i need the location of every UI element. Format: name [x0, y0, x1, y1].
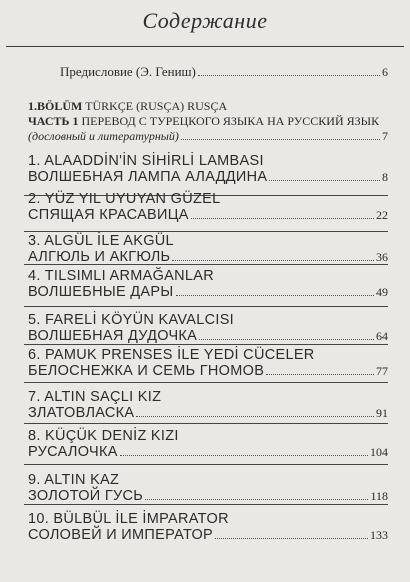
dot-leader	[198, 75, 380, 76]
dot-leader	[215, 538, 368, 539]
entry-title-tr: 8. KÜÇÜK DENİZ KIZI	[28, 428, 179, 444]
entry-page: 133	[370, 528, 388, 542]
entry-page: 91	[376, 406, 388, 420]
entry-title-tr: 10. BÜLBÜL İLE İMPARATOR	[28, 511, 229, 527]
entry-page: 36	[376, 250, 388, 264]
toc-preface	[28, 64, 388, 80]
separator-line	[24, 382, 388, 383]
entry-title-ru: ВОЛШЕБНАЯ ДУДОЧКА	[28, 328, 198, 344]
entry-title-ru: ЗЛАТОВЛАСКА	[28, 405, 135, 421]
dot-leader	[199, 339, 374, 340]
separator-line	[24, 231, 388, 232]
separator-line	[24, 264, 388, 265]
entry-title-ru: ЗОЛОТОЙ ГУСЬ	[28, 488, 144, 504]
entry-title-ru: РУСАЛОЧКА	[28, 444, 118, 460]
separator-line	[24, 504, 388, 505]
dot-leader	[266, 374, 374, 375]
separator-line	[24, 423, 388, 424]
entry-page: 77	[376, 364, 388, 378]
part-bold-1: 1.BÖLÜM	[28, 99, 83, 113]
toc-entry	[28, 268, 388, 300]
entry-page: 49	[376, 285, 388, 299]
entry-page: 8	[382, 170, 388, 184]
entry-page: 22	[376, 208, 388, 222]
toc-entry	[28, 347, 388, 379]
entry-title-ru: БЕЛОСНЕЖКА И СЕМЬ ГНОМОВ	[28, 363, 265, 379]
entry-page: 104	[370, 445, 388, 459]
toc-entry	[28, 153, 388, 185]
entry-title-tr: 5. FARELİ KÖYÜN KAVALCISI	[28, 312, 235, 328]
preface-page: 6	[382, 65, 388, 79]
entry-title-tr: 1. ALAADDİN'İN SİHİRLİ LAMBASI	[28, 153, 264, 169]
part-text-2: ПЕРЕВОД С ТУРЕЦКОГО ЯЗЫКА НА РУССКИЙ ЯЗЫК	[78, 114, 380, 128]
part-bold-2: ЧАСТЬ 1	[28, 114, 79, 128]
preface-text: Предисловие (Э. Гениш)	[60, 64, 196, 79]
entry-title-ru: ВОЛШЕБНЫЕ ДАРЫ	[28, 284, 174, 300]
page-header	[6, 0, 404, 47]
toc-entry	[28, 312, 388, 344]
dot-leader	[120, 455, 368, 456]
entry-page: 118	[370, 489, 388, 503]
toc-entry	[28, 389, 388, 421]
entry-title-ru: АЛГЮЛЬ И АКГЮЛЬ	[28, 249, 171, 265]
dot-leader	[191, 218, 374, 219]
dot-leader	[176, 295, 374, 296]
separator-line	[24, 344, 388, 345]
entry-page: 64	[376, 329, 388, 343]
separator-line	[24, 464, 388, 465]
part-text-1: TÜRKÇE (RUSÇA) RUSÇA	[82, 99, 228, 113]
page-title: Содержание	[142, 8, 268, 33]
dot-leader	[269, 180, 380, 181]
part-line-3: (дословный и литературный)	[28, 129, 179, 143]
toc-entry	[28, 472, 388, 504]
part-line-1	[28, 99, 388, 114]
dot-leader	[172, 260, 374, 261]
part-line-2	[28, 114, 388, 129]
entry-title-ru: СПЯЩАЯ КРАСАВИЦА	[28, 207, 189, 223]
entry-title-tr: 2. YÜZ YIL UYUYAN GÜZEL	[28, 191, 221, 207]
entry-title-tr: 6. PAMUK PRENSES İLE YEDİ CÜCELER	[28, 347, 315, 363]
toc-part-heading	[28, 99, 388, 144]
toc-entry	[28, 191, 388, 223]
entry-title-ru: СОЛОВЕЙ И ИМПЕРАТОР	[28, 527, 213, 543]
entry-title-ru: ВОЛШЕБНАЯ ЛАМПА АЛАДДИНА	[28, 169, 268, 185]
toc-entry	[28, 428, 388, 460]
entry-title-tr: 3. ALGÜL İLE AKGÜL	[28, 233, 174, 249]
entry-title-tr: 7. ALTIN SAÇLI KIZ	[28, 389, 162, 405]
toc-entry	[28, 511, 388, 543]
dot-leader	[181, 139, 380, 140]
dot-leader	[136, 416, 374, 417]
toc-entry	[28, 233, 388, 265]
separator-line	[24, 306, 388, 307]
dot-leader	[145, 499, 368, 500]
entry-title-tr: 4. TILSIMLI ARMAĞANLAR	[28, 268, 215, 284]
entry-title-tr: 9. ALTIN KAZ	[28, 472, 120, 488]
part-page: 7	[382, 129, 388, 143]
